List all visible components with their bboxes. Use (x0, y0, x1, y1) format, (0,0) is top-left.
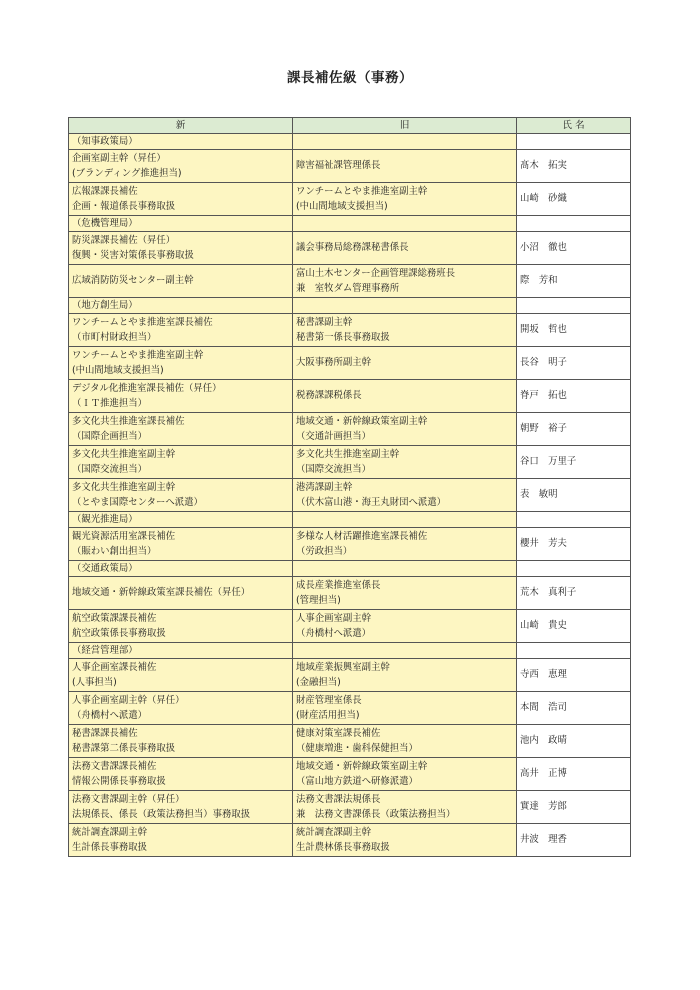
old-position-line: 生計農林係長事務取扱 (296, 842, 390, 853)
table-row (69, 577, 631, 610)
section-empty-cell (293, 298, 517, 314)
old-position-cell (293, 347, 517, 380)
header-old: 旧 (293, 118, 517, 134)
person-name: 高井 正博 (517, 758, 631, 791)
table-row (69, 380, 631, 413)
new-position-line: （とやま国際センターへ派遣） (72, 497, 203, 508)
old-position-cell (293, 265, 517, 298)
person-name: 脊戸 拓也 (517, 380, 631, 413)
new-position-cell (69, 232, 293, 265)
section-empty-cell (517, 512, 631, 528)
person-name: 寺西 恵理 (517, 659, 631, 692)
old-position-line: 障害福祉課管理係長 (296, 160, 381, 172)
old-position-cell (293, 610, 517, 643)
section-row (69, 298, 631, 314)
person-name: 山崎 貴史 (517, 610, 631, 643)
old-position-line: 健康対策室課長補佐 (296, 727, 381, 739)
person-name: 櫻井 芳夫 (517, 528, 631, 561)
new-position-cell (69, 824, 293, 857)
person-name: 際 芳和 (517, 265, 631, 298)
person-name: 谷口 万里子 (517, 446, 631, 479)
old-position-line: 地域産業振興室副主幹 (296, 661, 390, 673)
old-position-cell (293, 692, 517, 725)
old-position-cell (293, 183, 517, 216)
old-position-cell (293, 758, 517, 791)
section-empty-cell (293, 561, 517, 577)
old-position-line: 統計調査課副主幹 (296, 826, 372, 838)
new-position-line: 企画室副主幹（昇任） (72, 152, 166, 164)
old-position-line: 多文化共生推進室副主幹 (296, 448, 400, 460)
new-position-line: 情報公開係長事務取扱 (72, 776, 166, 787)
new-position-cell (69, 265, 293, 298)
new-position-cell (69, 791, 293, 824)
person-name: 山崎 砂織 (517, 183, 631, 216)
new-position-line: （ＩＴ推進担当） (72, 398, 148, 409)
new-position-line: （賑わい創出担当） (72, 546, 157, 557)
old-position-cell (293, 479, 517, 512)
new-position-cell (69, 413, 293, 446)
table-row (69, 791, 631, 824)
section-label: （経営管理部） (69, 643, 293, 659)
person-name: 小沼 徹也 (517, 232, 631, 265)
new-position-line: 多文化共生推進室課長補佐 (72, 415, 185, 427)
new-position-line: (ブランディング推進担当) (72, 168, 182, 179)
new-position-line: 企画・報道係長事務取扱 (72, 201, 176, 212)
table-row (69, 314, 631, 347)
new-position-line: 復興・災害対策係長事務取扱 (72, 250, 194, 261)
new-position-line: 法務文書課副主幹（昇任） (72, 793, 185, 805)
new-position-line: 統計調査課副主幹 (72, 826, 148, 838)
new-position-cell (69, 577, 293, 610)
table-row (69, 659, 631, 692)
old-position-cell (293, 824, 517, 857)
old-position-line: 地域交通・新幹線政策室副主幹 (296, 415, 428, 427)
person-name: 開坂 哲也 (517, 314, 631, 347)
new-position-line: （舟橋村へ派遣） (72, 710, 148, 721)
new-position-line: 航空政策課課長補佐 (72, 612, 157, 624)
new-position-line: ワンチームとやま推進室副主幹 (72, 349, 204, 361)
old-position-line: 兼 室牧ダム管理事務所 (296, 283, 400, 294)
new-position-line: 法規係長、係長（政策法務担当）事務取扱 (72, 809, 251, 820)
new-position-line: 多文化共生推進室副主幹 (72, 481, 176, 493)
new-position-cell (69, 380, 293, 413)
new-position-cell (69, 183, 293, 216)
table-row (69, 446, 631, 479)
person-name: 荒木 真利子 (517, 577, 631, 610)
old-position-line: （伏木富山港・海王丸財団へ派遣） (296, 497, 447, 508)
new-position-line: 法務文書課課長補佐 (72, 760, 157, 772)
person-name: 髙木 拓実 (517, 150, 631, 183)
old-position-cell (293, 791, 517, 824)
table-row (69, 528, 631, 561)
table-row (69, 183, 631, 216)
new-position-cell (69, 150, 293, 183)
new-position-line: （国際交流担当） (72, 464, 148, 475)
old-position-cell (293, 725, 517, 758)
old-position-line: （健康増進・歯科保健担当） (296, 743, 418, 754)
old-position-line: 人事企画室副主幹 (296, 612, 372, 624)
old-position-line: (管理担当) (296, 595, 341, 606)
table-row (69, 265, 631, 298)
section-empty-cell (517, 643, 631, 659)
new-position-cell (69, 446, 293, 479)
old-position-line: ワンチームとやま推進室副主幹 (296, 185, 428, 197)
new-position-line: 観光資源活用室課長補佐 (72, 530, 176, 542)
section-row (69, 216, 631, 232)
header-row (69, 118, 631, 134)
table-row (69, 232, 631, 265)
section-empty-cell (517, 298, 631, 314)
old-position-line: 地域交通・新幹線政策室副主幹 (296, 760, 428, 772)
section-empty-cell (517, 561, 631, 577)
old-position-line: (中山間地域支援担当) (296, 201, 388, 212)
old-position-line: 税務課課税係長 (296, 390, 362, 402)
section-label: （知事政策局） (69, 134, 293, 150)
new-position-line: デジタル化推進室課長補佐（昇任） (72, 382, 222, 394)
old-position-line: 大阪事務所副主幹 (296, 357, 372, 369)
new-position-cell (69, 347, 293, 380)
new-position-line: 多文化共生推進室副主幹 (72, 448, 176, 460)
person-name: 井波 理香 (517, 824, 631, 857)
new-position-line: （市町村財政担当） (72, 332, 157, 343)
old-position-cell (293, 577, 517, 610)
section-empty-cell (293, 216, 517, 232)
personnel-table (68, 117, 631, 857)
section-empty-cell (293, 134, 517, 150)
old-position-line: 兼 法務文書課係長（政策法務担当） (296, 809, 456, 820)
old-position-line: （労政担当） (296, 546, 353, 557)
table-row (69, 150, 631, 183)
table-row (69, 479, 631, 512)
old-position-line: 多様な人材活躍推進室課長補佐 (296, 530, 428, 542)
new-position-line: 人事企画室課長補佐 (72, 661, 157, 673)
table-row (69, 692, 631, 725)
section-empty-cell (517, 134, 631, 150)
old-position-line: （交通計画担当） (296, 431, 372, 442)
old-position-cell (293, 314, 517, 347)
new-position-line: 人事企画室副主幹（昇任） (72, 694, 185, 706)
section-empty-cell (293, 512, 517, 528)
old-position-line: 秘書第一係長事務取扱 (296, 332, 390, 343)
old-position-line: (金融担当) (296, 677, 341, 688)
new-position-line: 生計係長事務取扱 (72, 842, 148, 853)
person-name: 本間 浩司 (517, 692, 631, 725)
new-position-line: 秘書課第二係長事務取扱 (72, 743, 176, 754)
new-position-line: ワンチームとやま推進室課長補佐 (72, 316, 213, 328)
old-position-cell (293, 528, 517, 561)
table-row (69, 413, 631, 446)
table-row (69, 824, 631, 857)
old-position-line: 秘書課副主幹 (296, 316, 353, 328)
new-position-line: 広域消防防災センター副主幹 (72, 275, 194, 287)
old-position-line: 成長産業推進室係長 (296, 579, 381, 591)
new-position-cell (69, 314, 293, 347)
section-label: （地方創生局） (69, 298, 293, 314)
table-row (69, 347, 631, 380)
new-position-line: 防災課課長補佐（昇任） (72, 234, 176, 246)
old-position-line: （舟橋村へ派遣） (296, 628, 372, 639)
old-position-cell (293, 150, 517, 183)
table-row (69, 725, 631, 758)
section-label: （危機管理局） (69, 216, 293, 232)
section-label: （観光推進局） (69, 512, 293, 528)
person-name: 實達 芳郎 (517, 791, 631, 824)
new-position-cell (69, 692, 293, 725)
new-position-cell (69, 725, 293, 758)
section-row (69, 643, 631, 659)
page-title: 課長補佐級（事務） (287, 70, 413, 86)
new-position-line: 航空政策係長事務取扱 (72, 628, 166, 639)
new-position-cell (69, 659, 293, 692)
new-position-cell (69, 758, 293, 791)
section-row (69, 134, 631, 150)
new-position-cell (69, 610, 293, 643)
old-position-cell (293, 413, 517, 446)
old-position-cell (293, 659, 517, 692)
old-position-line: 法務文書課法規係長 (296, 793, 381, 805)
person-name: 表 敏明 (517, 479, 631, 512)
new-position-cell (69, 479, 293, 512)
old-position-line: （富山地方鉄道へ研修派遣） (296, 776, 418, 787)
new-position-line: 広報課課長補佐 (72, 185, 138, 197)
person-name: 長谷 明子 (517, 347, 631, 380)
table-row (69, 610, 631, 643)
header-new: 新 (69, 118, 293, 134)
new-position-line: (人事担当) (72, 677, 117, 688)
old-position-cell (293, 446, 517, 479)
old-position-line: (財産活用担当) (296, 710, 360, 721)
header-name: 氏 名 (517, 118, 631, 134)
section-empty-cell (293, 643, 517, 659)
new-position-line: 秘書課課長補佐 (72, 727, 138, 739)
new-position-line: 地域交通・新幹線政策室課長補佐（昇任） (72, 587, 251, 599)
person-name: 朝野 裕子 (517, 413, 631, 446)
table-row (69, 758, 631, 791)
old-position-line: 議会事務局総務課秘書係長 (296, 242, 409, 254)
old-position-cell (293, 232, 517, 265)
old-position-line: 富山土木センター企画管理課総務班長 (296, 267, 456, 279)
old-position-cell (293, 380, 517, 413)
new-position-line: (中山間地域支援担当) (72, 365, 164, 376)
new-position-line: （国際企画担当） (72, 431, 148, 442)
old-position-line: 財産管理室係長 (296, 694, 362, 706)
section-label: （交通政策局） (69, 561, 293, 577)
new-position-cell (69, 528, 293, 561)
section-row (69, 512, 631, 528)
person-name: 池内 政晴 (517, 725, 631, 758)
old-position-line: 港湾課副主幹 (296, 481, 353, 493)
section-row (69, 561, 631, 577)
old-position-line: （国際交流担当） (296, 464, 372, 475)
section-empty-cell (517, 216, 631, 232)
